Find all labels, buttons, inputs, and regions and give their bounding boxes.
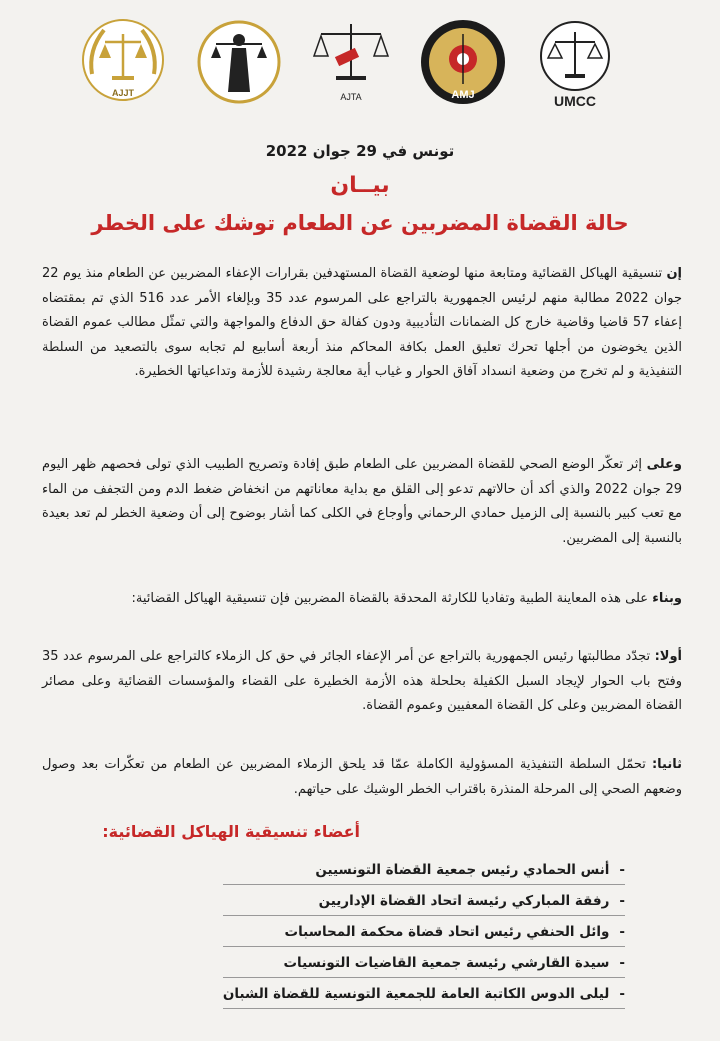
paragraph-4-text: تجدّد مطالبتها رئيس الجمهورية بالتراجع عن أمر الإعفاء الجائر في حق كل الزملاء كالتراجع على المرسوم عدد 35 وفتح باب الحوار لإيجاد السبل الكفيلة بحلحلة هذه الأزمة الخطيرة على القضاء والمؤسسات القضائية وعلى مصائر القضاة المضربين وعلى كل القضاة المعفيين وعموم القضاة.	[42, 649, 682, 713]
paragraph-5	[42, 753, 682, 802]
member-item: -سيدة القارشي رئيسة جمعية القاضيات التونسيات	[223, 949, 625, 978]
paragraph-5-lead: ثانيا:	[651, 757, 682, 772]
paragraph-1	[42, 262, 682, 385]
members-list	[223, 856, 625, 1011]
member-name: رفقة المباركي رئيسة اتحاد القضاة الإداريين	[318, 893, 610, 909]
paragraph-4	[42, 645, 682, 719]
paragraph-2-text: إثر تعكّر الوضع الصحي للقضاة المضربين على الطعام طبق إفادة وتصريح الطبيب الذي تولى فحصهم ظهر اليوم 29 جوان 2022 والذي أكد أن حالاتهم تدعو إلى القلق مع بداية معاناتهم من انخفاض ضغط الدم ومن التجفف من الماء مع تعب كبير بالنسبة إلى الزميل حمادي الرحماني وأوجاع في الكلى كما أشار بوضوح إلى أن وضعية الخطر لم تعد بعيدة بالنسبة إلى المضربين.	[42, 457, 682, 546]
document-subtitle: حالة القضاة المضربين عن الطعام توشك على الخطر	[91, 211, 629, 235]
paragraph-3-text: على هذه المعاينة الطبية وتفاديا للكارثة المحدقة بالقضاة المضربين فإن تنسيقية الهياكل القضائية:	[131, 591, 649, 606]
paragraph-1-text: تنسيقية الهياكل القضائية ومتابعة منها لوضعية القضاة المستهدفين بقرارات الإعفاء المضربين عن الطعام منذ يوم 22 جوان 2022 مطالبة منهم لرئيس الجمهورية بالتراجع على المرسوم عدد 35 وبإلغاء الأمر عدد 516 الذي تم بمقتضاه إعفاء 57 قاضيا وقاضية خارج كل الضمانات التأديبية ودون كفالة حق الدفاع والمواجهة والتي تمثّل مطالب عموم القضاة الذين يخوضون من أجلها تحرك تعليق العمل بكافة المحاكم منذ أربعة أسابيع لم تجابه سوى بالتصعيد من السلطة التنفيذية و لم تخرج من وضعية انسداد آفاق الحوار و غياب أية معالجة رشيدة للأزمة وتداعياتها الخطيرة.	[42, 266, 682, 379]
amj-logo	[418, 14, 508, 114]
document-date: تونس في 29 جوان 2022	[265, 142, 455, 160]
member-item: -رفقة المباركي رئيسة اتحاد القضاة الإداريين	[223, 887, 625, 916]
paragraph-4-lead: أولا:	[654, 649, 683, 664]
paragraph-3	[42, 587, 682, 612]
paragraph-5-text: تحمّل السلطة التنفيذية المسؤولية الكاملة عمّا قد يلحق الزملاء المضربين عن الطعام من تعكّرات بعد وصول وضعهم الصحي إلى المرحلة المنذرة باقتراب الخطر الوشيك على حياتهم.	[42, 757, 682, 797]
member-name: وائل الحنفي رئيس اتحاد قضاة محكمة المحاسبات	[284, 924, 610, 940]
scales-gavel-logo	[306, 14, 396, 114]
member-item: -أنس الحمادي رئيس جمعية القضاة التونسيين	[223, 856, 625, 885]
document-title: بيــان	[330, 173, 390, 198]
scales-logo-text: AJTA	[340, 92, 362, 102]
member-item: -ليلى الدوس الكاتبة العامة للجمعية التونسية للقضاة الشبان	[223, 980, 625, 1009]
amj-logo-text: AMJ	[451, 89, 475, 101]
umcc-logo	[530, 14, 620, 114]
member-name: ليلى الدوس الكاتبة العامة للجمعية التونسية للقضاة الشبان	[222, 986, 610, 1002]
ajjt-logo	[78, 14, 168, 114]
ajjt-logo-text: AJJT	[111, 88, 135, 98]
lady-justice-logo	[194, 14, 284, 114]
member-name: سيدة القارشي رئيسة جمعية القاضيات التونسيات	[283, 955, 610, 971]
paragraph-2-lead: وعلى	[646, 457, 682, 472]
logos-row	[70, 14, 640, 124]
paragraph-2	[42, 453, 682, 551]
paragraph-3-lead: وبناء	[652, 591, 682, 606]
umcc-logo-text: UMCC	[554, 93, 596, 109]
member-name: أنس الحمادي رئيس جمعية القضاة التونسيين	[315, 862, 610, 878]
members-title: أعضاء تنسيقية الهياكل القضائية:	[102, 822, 360, 841]
paragraph-1-lead: إن	[666, 266, 682, 281]
member-item: -وائل الحنفي رئيس اتحاد قضاة محكمة المحاسبات	[223, 918, 625, 947]
